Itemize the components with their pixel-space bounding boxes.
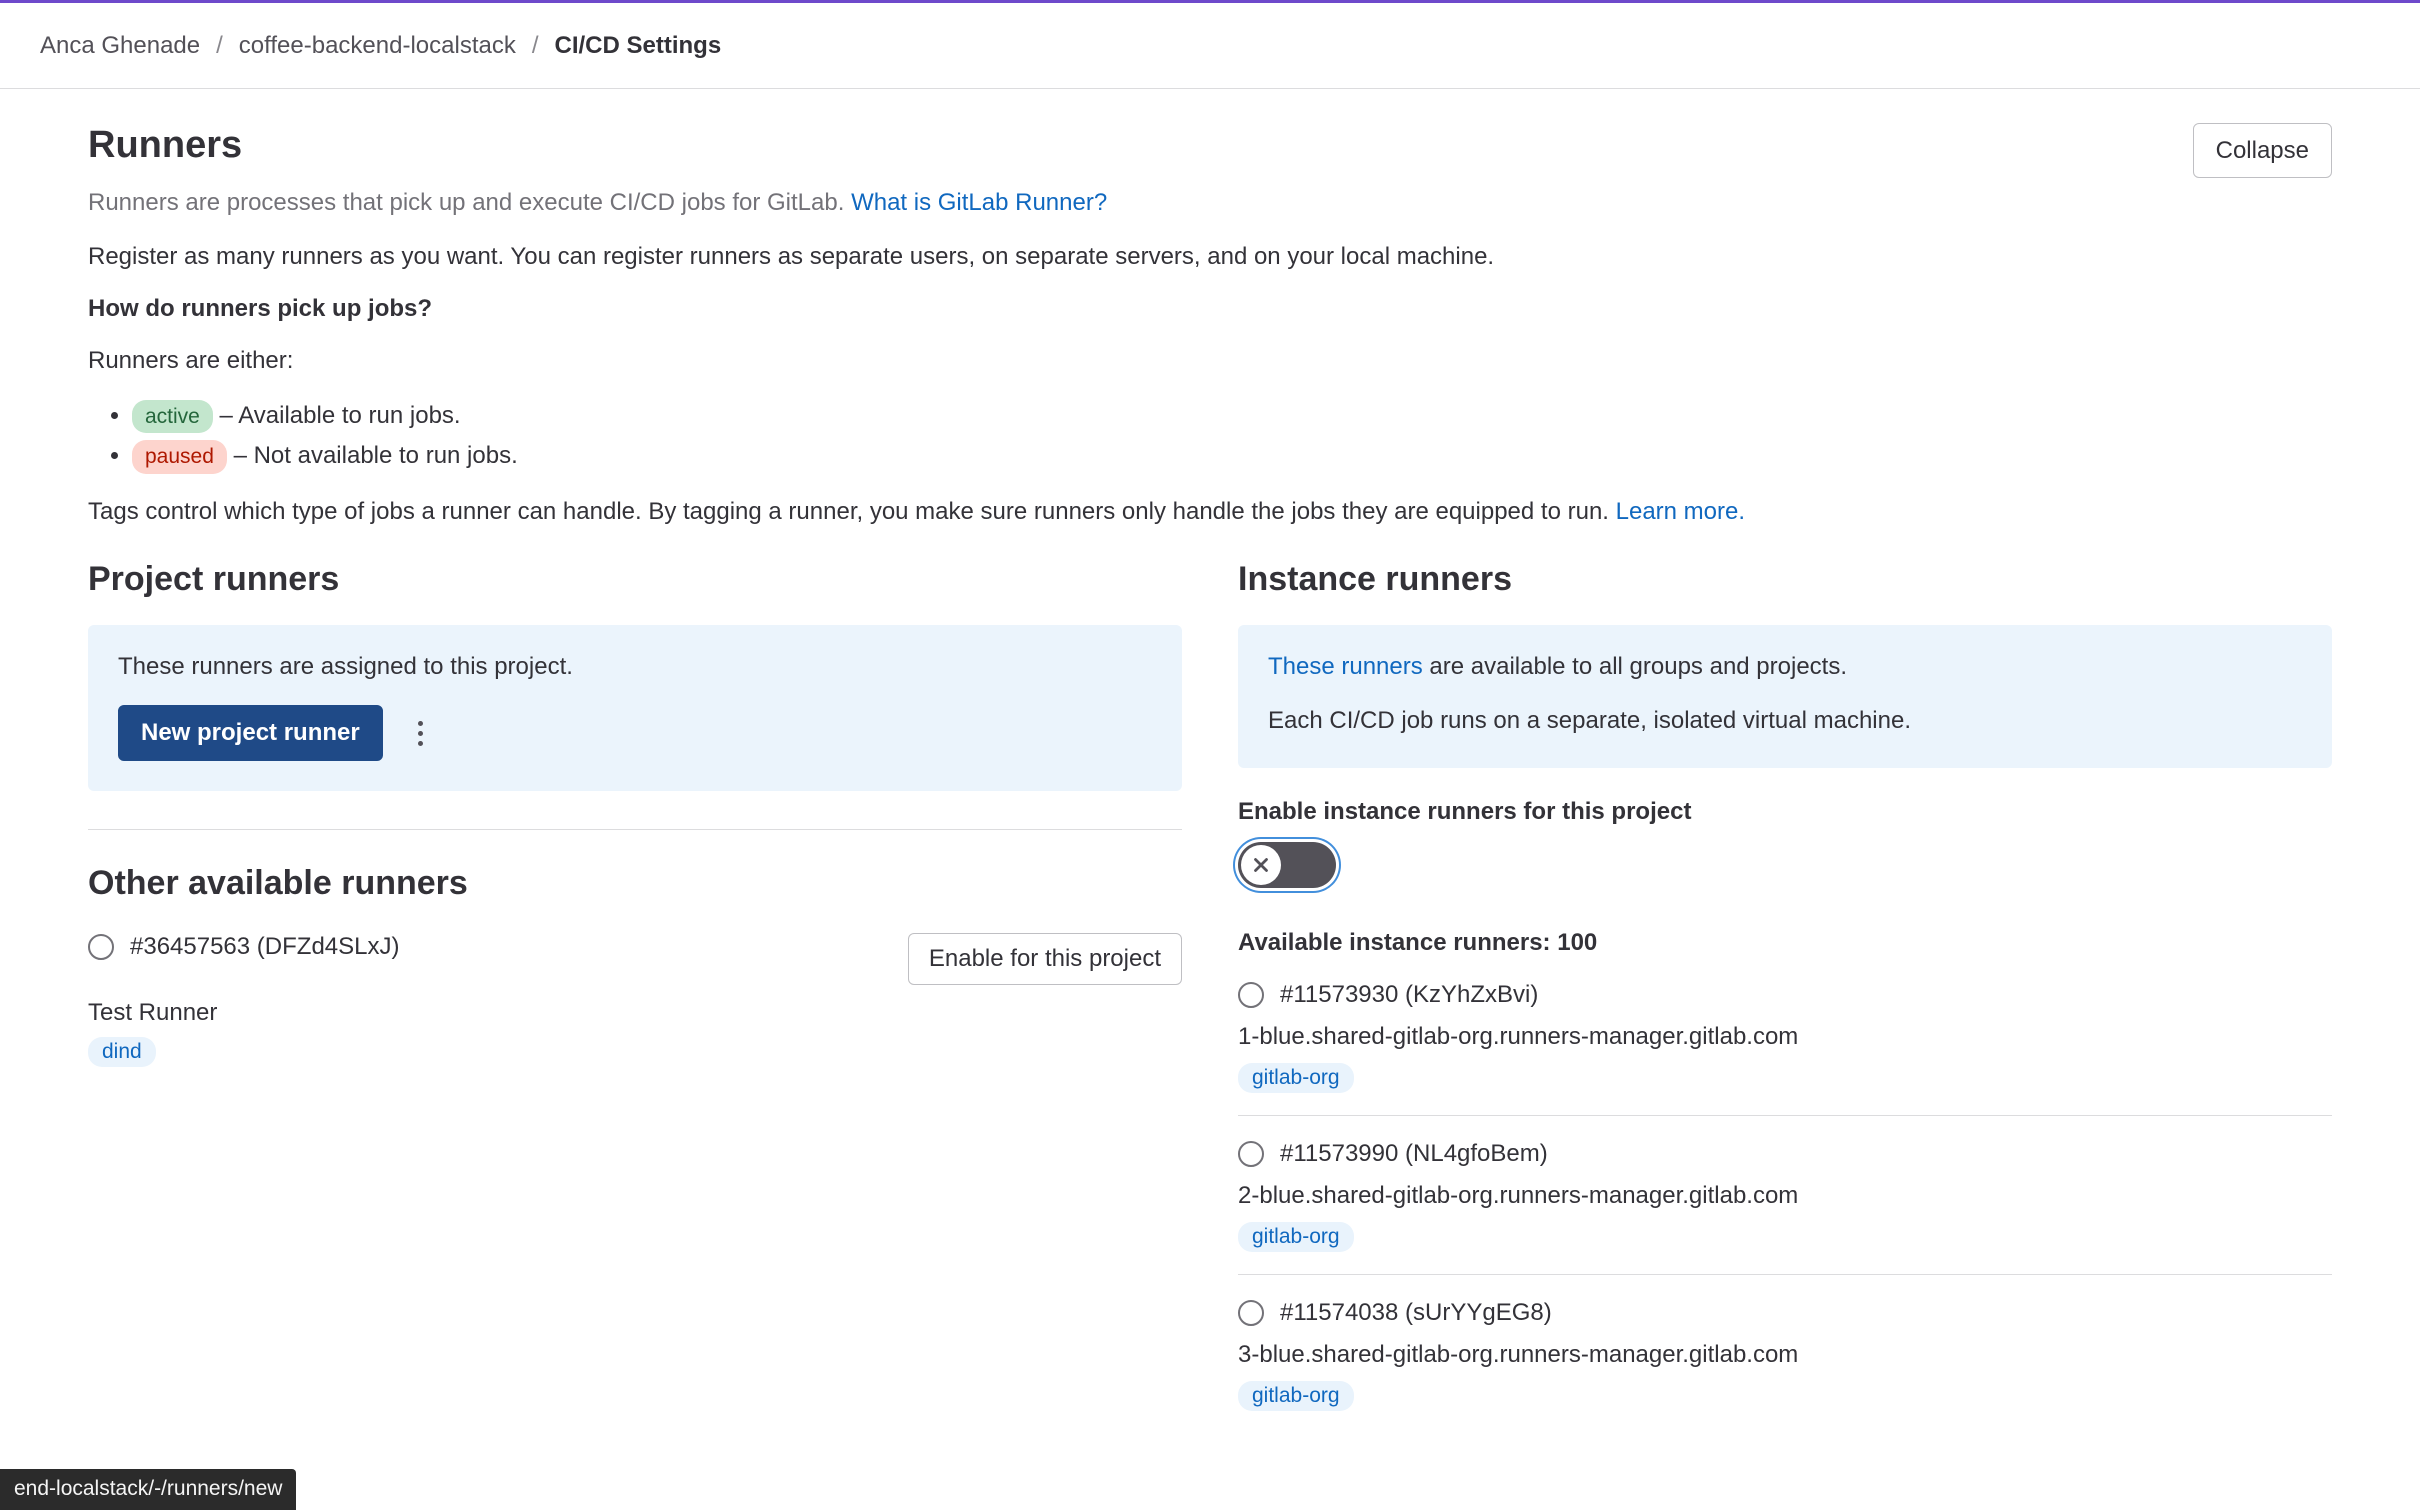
instance-runner-id: #11573930 (KzYhZxBvi)	[1280, 980, 1539, 1008]
other-runner-identity	[88, 933, 399, 961]
runner-states-list	[88, 400, 2332, 474]
section-divider	[88, 829, 1182, 830]
runners-intro	[88, 187, 2332, 219]
collapse-button[interactable]: Collapse	[2193, 123, 2332, 178]
runners-header	[88, 123, 2332, 187]
instance-runner-identity	[1238, 981, 2332, 1009]
runners-intro-text: Runners are processes that pick up and execute CI/CD jobs for GitLab.	[88, 188, 845, 216]
other-runner-row	[88, 933, 1182, 985]
status-bar-url: end-localstack/-/runners/new	[0, 1469, 296, 1510]
instance-runners-info-rest: are available to all groups and projects.	[1429, 652, 1848, 680]
instance-runner-url: 1-blue.shared-gitlab-org.runners-manager.gitlab.com	[1238, 1022, 1799, 1050]
new-project-runner-row	[118, 705, 1152, 761]
enable-instance-runners-label: Enable instance runners for this project	[1238, 797, 1692, 825]
other-runner-description: Test Runner	[88, 999, 218, 1027]
runner-tag: gitlab-org	[1238, 1063, 1354, 1093]
enable-for-this-project-button[interactable]: Enable for this project	[908, 933, 1182, 985]
instance-runner-url: 3-blue.shared-gitlab-org.runners-manager.gitlab.com	[1238, 1340, 1799, 1368]
these-runners-link[interactable]: These runners	[1268, 652, 1423, 680]
kebab-dot	[418, 721, 423, 726]
project-runners-column	[88, 560, 1182, 1457]
close-icon	[1250, 854, 1272, 876]
learn-more-link[interactable]: Learn more.	[1615, 497, 1746, 525]
list-item	[132, 400, 2332, 433]
runner-tags-text	[88, 496, 2332, 528]
runner-state-active-text: – Available to run jobs.	[219, 401, 461, 429]
runner-tag: dind	[88, 1037, 156, 1067]
more-actions-kebab-icon[interactable]	[403, 711, 439, 755]
instance-runner-url: 2-blue.shared-gitlab-org.runners-manager.gitlab.com	[1238, 1181, 1799, 1209]
breadcrumb	[0, 3, 2420, 89]
other-runner-id: #36457563 (DFZd4SLxJ)	[130, 933, 400, 961]
instance-runner-identity	[1238, 1299, 2332, 1327]
project-runners-title: Project runners	[88, 559, 340, 598]
list-item	[1238, 1299, 2332, 1433]
how-runners-pick-up-jobs-heading: How do runners pick up jobs?	[88, 295, 433, 323]
enable-instance-runners-toggle[interactable]	[1238, 842, 1336, 888]
toggle-knob	[1241, 845, 1281, 885]
runner-tag: gitlab-org	[1238, 1381, 1354, 1411]
page-title: Runners	[88, 124, 243, 166]
breadcrumb-item-project[interactable]: coffee-backend-localstack	[238, 31, 516, 59]
list-item	[1238, 1140, 2332, 1275]
what-is-gitlab-runner-link[interactable]: What is GitLab Runner?	[851, 188, 1108, 216]
new-project-runner-button[interactable]: New project runner	[118, 705, 383, 761]
runner-select-radio[interactable]	[1238, 1141, 1264, 1167]
kebab-dot	[418, 741, 423, 746]
instance-runner-identity	[1238, 1140, 2332, 1168]
runner-select-radio[interactable]	[1238, 1300, 1264, 1326]
list-item	[88, 933, 1182, 1091]
kebab-dot	[418, 731, 423, 736]
breadcrumb-separator: /	[216, 31, 223, 59]
breadcrumb-item-current: CI/CD Settings	[554, 31, 722, 59]
instance-runners-title: Instance runners	[1238, 559, 1512, 598]
instance-runners-column	[1238, 560, 2332, 1457]
runners-columns	[88, 560, 2332, 1457]
breadcrumb-separator: /	[531, 31, 539, 59]
status-badge-paused: paused	[132, 440, 227, 473]
available-instance-runners-count: Available instance runners: 100	[1238, 928, 1598, 956]
page-content	[0, 89, 2420, 1457]
instance-runners-info-line2: Each CI/CD job runs on a separate, isolated virtual machine.	[1268, 707, 1911, 735]
breadcrumb-item-user[interactable]: Anca Ghenade	[40, 31, 201, 59]
project-runners-assigned-text: These runners are assigned to this project.	[118, 652, 573, 680]
runner-tags-description: Tags control which type of jobs a runner can handle. By tagging a runner, you make sure runners only handle the jobs they are equipped to run.	[88, 497, 1609, 525]
project-runners-info-box	[88, 625, 1182, 791]
runner-tag: gitlab-org	[1238, 1222, 1354, 1252]
list-item	[1238, 981, 2332, 1116]
instance-runners-info-box	[1238, 625, 2332, 768]
instance-runner-id: #11573990 (NL4gfoBem)	[1280, 1139, 1548, 1167]
runners-are-either-text: Runners are either:	[88, 347, 294, 375]
runner-state-paused-text: – Not available to run jobs.	[233, 442, 518, 470]
runner-select-radio[interactable]	[1238, 982, 1264, 1008]
instance-runners-info-line1	[1268, 651, 2302, 683]
list-item	[132, 440, 2332, 473]
runner-select-radio[interactable]	[88, 934, 114, 960]
other-available-runners-title: Other available runners	[88, 864, 468, 903]
instance-runner-id: #11574038 (sUrYYgEG8)	[1280, 1298, 1552, 1326]
status-badge-active: active	[132, 400, 213, 433]
runners-register-text: Register as many runners as you want. You can register runners as separate users, on separate servers, and on your local machine.	[88, 242, 1495, 270]
